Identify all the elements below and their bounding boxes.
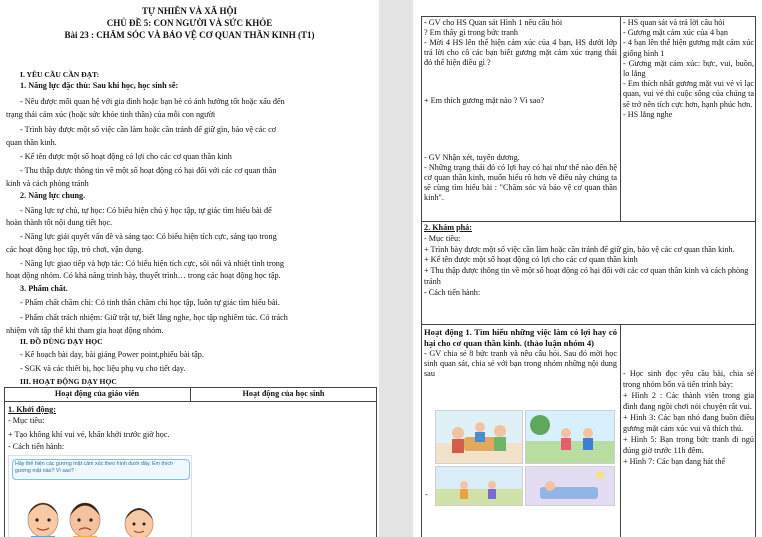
text-line: + Thu thập được thông tin về một số hoạt động có hại đối với các cơ quan thần kinh và cách phòng tránh [424,266,749,286]
paragraph-line: - Phẩm chất chăm chỉ: Có tinh thần chăm chỉ học tập, luôn tự giác tìm hiểu bài. [20,298,280,307]
text-line: + Hình 5: Bạn trong bức tranh đi ngủ đúng giờ trước 11h đêm. [623,435,754,455]
text-line: - Gương mặt cảm xúc: bực, vui, buồn, lo lắng [623,58,754,79]
activity-one-student [623,368,754,467]
text-line: + Trình bày được một số việc cần làm hoặc cần tránh để giữ gìn, bảo vệ các cơ quan thần kinh. [424,244,735,254]
subheading-qualities: 3. Phẩm chất. [20,284,68,293]
table-header-student: Hoạt động của học sinh [242,389,325,398]
student-activity-cell [623,18,754,120]
text-line: - GV cho HS Quan sát Hình 1 nêu câu hỏi [424,18,563,27]
picture-child-sleeping [525,466,615,506]
row-divider [421,324,756,325]
table-header-teacher: Hoạt động của giáo viên [54,389,140,398]
text-line: + Hình 2 : Các thành viên trong gia đình đang ngồi chơi nói chuyện rất vui. [623,391,754,411]
warm-up-heading: 1. Khởi động: [8,405,56,414]
child-face-icon [125,508,153,537]
paragraph-line: - Năng lực giải quyết vấn đề và sáng tạo: Có biểu hiện tích cực, sáng tạo trong [20,232,277,241]
text-line: - HS lắng nghe [623,109,673,119]
topic-title: CHỦ ĐỀ 5: CON NGƯỜI VÀ SỨC KHỎE [106,18,273,28]
section-heading-activities: III. HOẠT ĐỘNG DẠY HỌC [20,377,117,386]
paragraph-line: trạng thái cảm xúc (hoặc sức khỏe tinh thần) của mỗi con người [6,110,216,119]
text-line: - Em thích nhất gương mặt vui vẻ vì lạc quan, vui vẻ thì cuộc sống của chúng ta sẽ trở nên tích cực hơn, hạnh phúc hơn. [623,79,754,109]
text-line: - Mục tiêu: [424,233,461,243]
dash-marker: - [425,490,428,499]
paragraph-line: hoàn thành tốt nội dung tiết học. [6,218,113,227]
playground-illustration [526,411,614,463]
activity-one-teacher [424,327,617,379]
document-page-right [413,0,762,537]
subheading-specific-competence: 1. Năng lực đặc thù: Sau khi học, học sinh sẽ: [20,81,179,90]
text-line: - 4 bạn lên thể hiện gương mặt cảm xúc giống hình 1 [623,38,754,58]
bedroom-illustration [526,467,614,505]
paragraph-line: - Trình bày được một số việc cần làm hoặc cần tránh để giữ gìn, bảo vệ các cơ [20,125,277,134]
text-line: + Hình 7: Các bạn đang hát thể [623,457,726,466]
picture-children-playing [525,410,615,464]
picture-friends-outdoors [435,466,523,506]
paragraph-line: - Kể tên được một số hoạt động có lợi cho các cơ quan thần kinh [20,152,232,161]
text-line: - Những trạng thái đó có lợi hay có hại như thế nào đến hệ cơ quan thần kinh, muốn hiểu rõ hơn về điều này chúng ta sẽ cùng tìm hiểu bài : "Chăm sóc và bảo vệ cơ quan thần kinh". [424,163,617,202]
column-divider [620,324,621,537]
outdoor-scene-illustration [436,467,522,505]
row-divider [4,401,377,402]
objective-line: + Tạo không khí vui vẻ, khấn khởi trước giờ học. [8,430,170,439]
paragraph-line: nhiệm với tập thể khi tham gia hoạt động nhóm. [6,326,164,335]
instruction-card-text: Hãy thể hiện các gương mặt cảm xúc theo hình dưới đây. Em thích gương mặt nào? Vì sao? [15,461,173,474]
picture-family-talking [435,410,523,464]
teacher-question [424,96,617,106]
text-line: - GV chia sẻ 8 bức tranh và nêu câu hỏi. Sau đó mời học sinh quan sát, chia sẻ với bạn trong nhóm những nội dung sau [424,349,617,378]
emotion-faces-figure [8,455,192,537]
activity-one-title: Hoạt động 1. Tìm hiểu những việc làm có lợi hay có hại cho cơ quan thần kinh. (thảo luận nhóm 4) [424,327,617,348]
paragraph-line: - Nêu được mối quan hệ với gia đình hoặc bạn bè có ảnh hưởng tốt hoặc xấu đến [20,97,285,106]
teacher-activity-cell [424,18,617,68]
text-line: + Hình 3: Các bạn nhỏ đang buồn điều gương mặt cảm xúc vui và thích thú. [623,413,754,433]
subheading-general-competence: 2. Năng lực chung. [20,191,86,200]
column-divider [620,16,621,221]
procedure-label: - Cách tiến hành: [8,442,65,451]
text-line: - GV Nhận xét, tuyên dương. [424,153,520,162]
row-divider [421,221,756,222]
explore-heading: 2. Khám phá: [424,223,472,232]
text-line: ? Em thấy gì trong bức tranh [424,28,519,37]
paragraph-line: - SGK và các thiết bị, học liệu phụ vụ cho tiết dạy. [20,364,186,373]
child-face-icon [28,503,58,537]
family-scene-illustration [436,411,522,463]
text-line: - Học sinh đọc yêu cầu bài, chia sẻ trong nhóm bốn và tiến trình bày: [623,369,754,389]
page-gap [379,0,413,537]
children-faces-illustration [9,480,191,537]
lesson-title: Bài 23 : CHĂM SÓC VÀ BẢO VỆ CƠ QUAN THẦN KINH (T1) [64,30,315,40]
paragraph-line: hoạt động nhóm. Có khả năng trình bày, thuyết trình… trong các hoạt động học tập. [6,271,281,280]
text-line: - HS quan sát và trả lời câu hỏi [623,18,725,27]
child-face-icon [70,503,100,537]
document-page-left [0,0,379,537]
paragraph-line: kinh và cách phòng tránh [6,179,89,188]
text-line: - Cách tiến hành: [424,287,481,297]
teacher-conclusion [424,153,617,203]
paragraph-line: - Năng lực giao tiếp và hợp tác: Có biểu hiện tích cực, sôi nổi và nhiệt tình trong [20,259,284,268]
paragraph-line: - Thu thập được thông tin về một số hoạt động có hại đối với các cơ quan thần [20,166,277,175]
text-line: + Em thích gương mặt nào ? Vì sao? [424,96,545,105]
section-heading-requirements: I. YÊU CẦU CẦN ĐẠT: [20,70,100,79]
text-line: - Gương mặt cảm xúc của 4 bạn [623,28,728,38]
paragraph-line: - Kế hoạch bài dạy, bài giảng Power point,phiếu bài tập. [20,350,204,359]
text-line: + Kể tên được một số hoạt động có lợi cho các cơ quan thần kinh [424,255,638,265]
section-heading-materials: II. ĐỒ DÙNG DẠY HỌC [20,337,103,346]
explore-section [424,223,752,299]
paragraph-line: quan thần kinh. [6,138,57,147]
paragraph-line: các hoạt động học tập, trò chơi, vận dụng. [6,245,144,254]
objective-label: - Mục tiêu: [8,416,45,425]
text-line: - Mời 4 HS lên thể hiện cảm xúc của 4 bạn, HS dưới lớp trả lời cho cô các bạn biết gương mặt cảm xúc trạng thái đó thể hiện điều gì ? [424,38,617,67]
paragraph-line: - Năng lực tự chủ, tự học: Có biểu hiện chú ý học tập, tự giác tìm hiểu bài để [20,206,272,215]
paragraph-line: - Phẩm chất trách nhiệm: Giữ trật tự, biết lắng nghe, học tập nghiêm túc. Có trách [20,313,288,322]
subject-title: TỰ NHIÊN VÀ XÃ HỘI [141,6,237,16]
